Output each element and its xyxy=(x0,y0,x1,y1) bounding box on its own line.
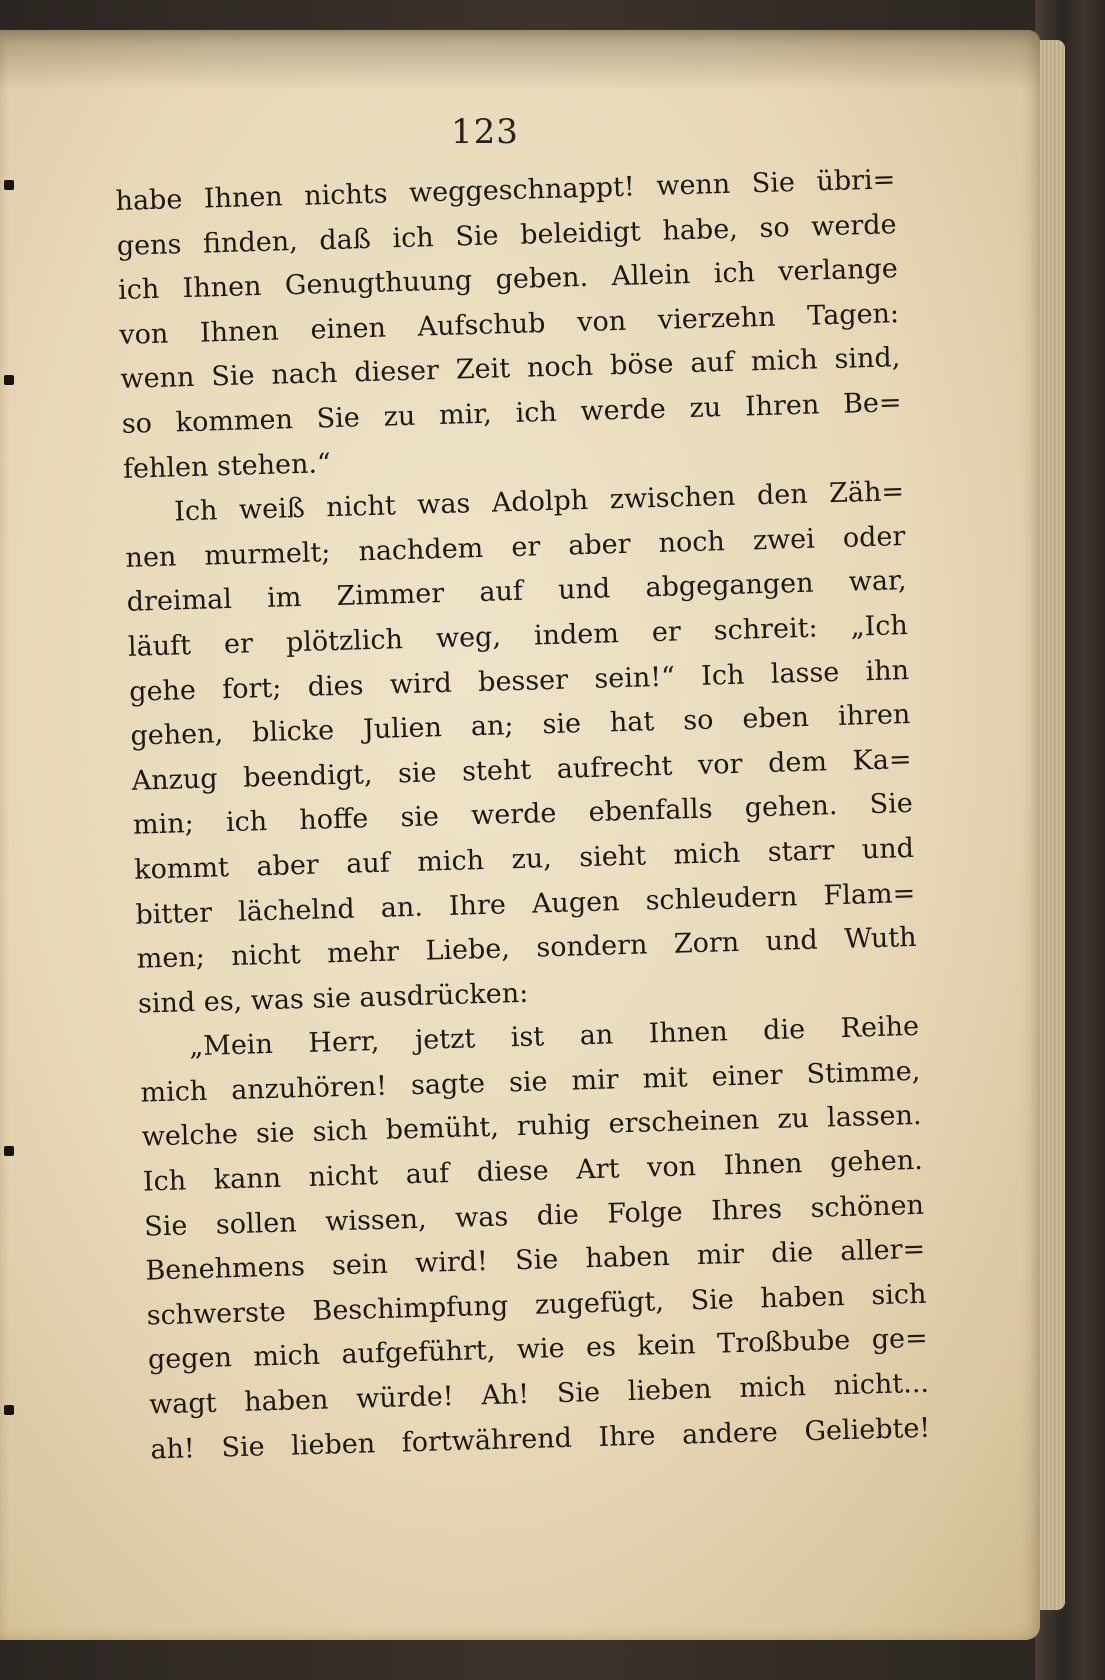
text-line: ich Ihnen Genugthuung geben. Allein ich verlange xyxy=(117,253,899,307)
text-line: läuft er plötzlich weg, indem er schreit: „Ich xyxy=(127,609,909,663)
margin-mark xyxy=(4,180,14,190)
text-line: bitter lächelnd an. Ihre Augen schleudern Flam= xyxy=(135,877,916,931)
text-line: sind es, was sie ausdrücken: xyxy=(137,977,529,1020)
page-number: 123 xyxy=(451,112,519,152)
margin-mark xyxy=(4,1405,14,1415)
text-line: Ich kann nicht auf diese Art von Ihnen gehen. xyxy=(142,1144,924,1198)
text-line: so kommen Sie zu mir, ich werde zu Ihren Be= xyxy=(121,387,902,440)
body-text xyxy=(115,158,931,1472)
text-line: schwerste Beschimpfung zugefügt, Sie haben sich xyxy=(146,1278,927,1332)
text-line: fehlen stehen.“ xyxy=(122,447,332,485)
page-shadow xyxy=(0,30,1040,90)
text-line: nen murmelt; nachdem er aber noch zwei oder xyxy=(125,520,906,574)
margin-mark xyxy=(4,1146,14,1156)
text-line: Anzug beendigt, sie steht aufrecht vor dem Ka= xyxy=(131,743,912,797)
text-line: Ich weiß nicht was Adolph zwischen den Zäh= xyxy=(173,476,905,528)
text-line: habe Ihnen nichts weggeschnappt! wenn Sie übri= xyxy=(115,164,896,217)
text-line: men; nicht mehr Liebe, sondern Zorn und Wuth xyxy=(136,922,917,975)
text-line: gens finden, daß ich Sie beleidigt habe, so werde xyxy=(116,208,897,262)
text-line: Benehmens sein wird! Sie haben mir die aller= xyxy=(145,1234,926,1287)
text-line: gegen mich aufgeführt, wie es kein Troßbube ge= xyxy=(147,1323,929,1376)
text-line: Sie sollen wissen, was die Folge Ihres schönen xyxy=(143,1189,925,1243)
text-line: min; ich hoffe sie werde ebenfalls gehen. Sie xyxy=(132,788,914,842)
text-line: dreimal im Zimmer auf und abgegangen war, xyxy=(126,565,907,619)
text-line: von Ihnen einen Aufschub von vierzehn Tagen: xyxy=(118,297,900,351)
text-line: mich anzuhören! sagte sie mir mit einer Stimme, xyxy=(140,1055,921,1109)
text-line: ah! Sie lieben fortwährend Ihre andere Geliebte! xyxy=(150,1412,931,1466)
text-line: gehen, blicke Julien an; sie hat so eben ihren xyxy=(130,699,911,752)
text-line: gehe fort; dies wird besser sein!“ Ich lasse ihn xyxy=(128,654,910,708)
book-page xyxy=(0,30,1040,1640)
text-line: wagt haben würde! Ah! Sie lieben mich nicht... xyxy=(148,1367,930,1421)
text-line: „Mein Herr, jetzt ist an Ihnen die Reihe xyxy=(188,1011,920,1063)
text-line: kommt aber auf mich zu, sieht mich starr und xyxy=(133,832,915,886)
text-line: wenn Sie nach dieser Zeit noch böse auf mich sind, xyxy=(120,342,901,396)
text-line: welche sie sich bemüht, ruhig erscheinen zu lassen. xyxy=(141,1100,922,1154)
margin-mark xyxy=(4,375,14,385)
